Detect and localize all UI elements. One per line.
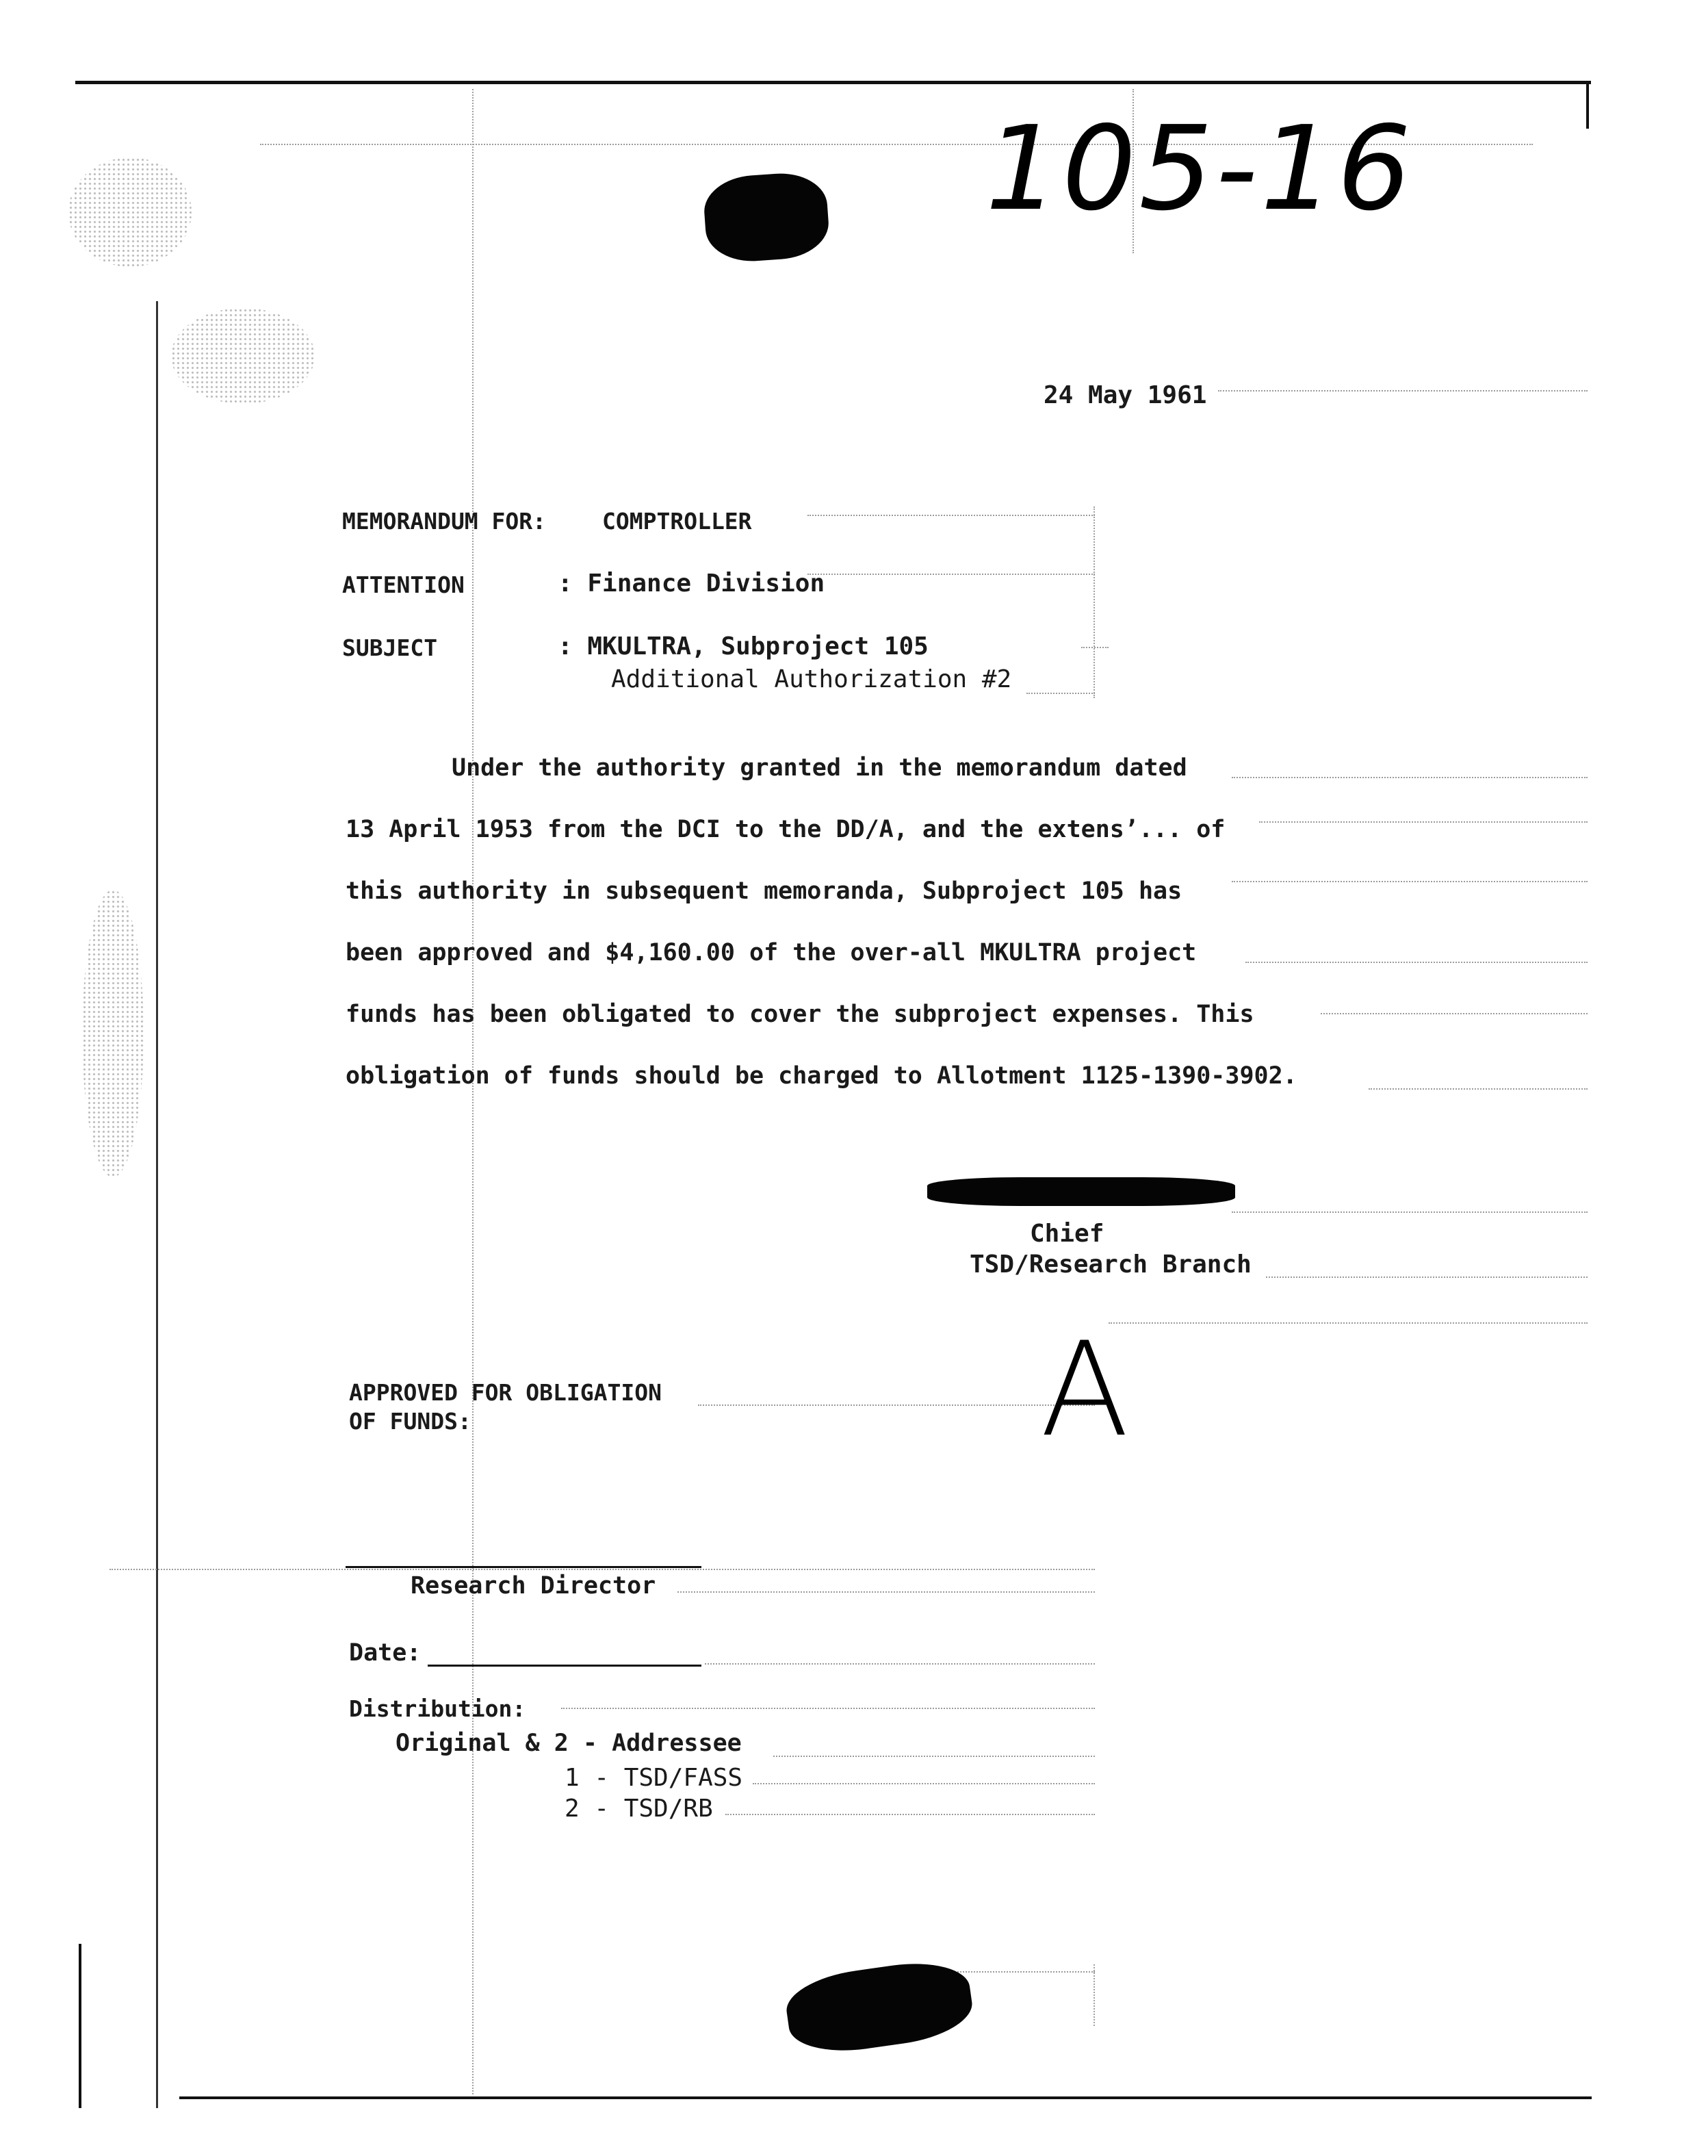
date-label: Date: [349, 1639, 422, 1667]
scan-artifact [1232, 881, 1588, 882]
scan-smudge [82, 890, 144, 1177]
scan-artifact [677, 1591, 1095, 1593]
approval-line2: OF FUNDS: [349, 1408, 471, 1435]
scan-artifact [1259, 821, 1588, 823]
scan-artifact [1026, 693, 1095, 694]
memorandum-for-value: COMPTROLLER [602, 508, 752, 535]
scan-artifact [807, 515, 1095, 516]
date-signature-line [428, 1665, 701, 1667]
handwritten-letter-mark: A [1040, 1314, 1129, 1465]
signature-title-chief: Chief [1030, 1220, 1104, 1248]
top-edge-line [75, 81, 1591, 84]
redaction-block-bottom [782, 1955, 976, 2059]
signature-title-branch: TSD/Research Branch [970, 1250, 1252, 1279]
distribution-item: 2 - TSD/RB [565, 1795, 713, 1823]
memorandum-for-label: MEMORANDUM FOR: [342, 508, 547, 535]
scan-artifact [753, 1783, 1095, 1784]
scan-artifact [1245, 962, 1588, 963]
distribution-item: Original & 2 - Addressee [396, 1730, 742, 1757]
scan-artifact [1321, 1013, 1588, 1014]
research-director-signature-line [346, 1566, 701, 1568]
scan-artifact [1369, 1088, 1588, 1090]
body-line: obligation of funds should be charged to Allotment 1125-1390-3902. [346, 1062, 1297, 1090]
subject-value: : MKULTRA, Subproject 105 [558, 632, 929, 660]
body-line: this authority in subsequent memoranda, Subproject 105 has [346, 877, 1182, 905]
bottom-edge-line [179, 2096, 1592, 2099]
attention-value: : Finance Division [558, 569, 825, 598]
scan-artifact [705, 1663, 1095, 1665]
scan-artifact [773, 1756, 1095, 1757]
attention-label: ATTENTION [342, 572, 465, 598]
scan-artifact [472, 89, 474, 2094]
redacted-signature-name [927, 1177, 1235, 1206]
scan-artifact [1109, 1322, 1588, 1324]
scan-artifact [807, 574, 1095, 575]
right-edge-mark [1586, 81, 1589, 129]
scan-artifact [944, 1971, 1095, 1973]
scan-artifact [561, 1708, 1095, 1709]
left-margin-line [156, 301, 158, 2108]
distribution-label: Distribution: [349, 1695, 526, 1722]
body-line: funds has been obligated to cover the subproject expenses. This [346, 1001, 1254, 1028]
scan-artifact [1232, 1211, 1588, 1213]
body-line: 13 April 1953 from the DCI to the DD/A, and the extens’... of [346, 816, 1226, 843]
subject-value-line2: Additional Authorization #2 [611, 665, 1012, 693]
scan-artifact [1081, 647, 1109, 648]
scan-artifact [698, 1404, 1095, 1406]
body-line: been approved and $4,160.00 of the over-all MKULTRA project [346, 939, 1197, 966]
scan-artifact [1094, 1964, 1095, 2026]
research-director-label: Research Director [411, 1572, 656, 1600]
memo-date: 24 May 1961 [1044, 381, 1207, 409]
scan-artifact [1232, 777, 1588, 778]
body-line: Under the authority granted in the memorandum dated [452, 754, 1187, 782]
left-binding-mark [79, 1944, 81, 2108]
scan-smudge [171, 308, 315, 404]
scan-artifact [1218, 390, 1588, 392]
approval-line1: APPROVED FOR OBLIGATION [349, 1379, 662, 1406]
handwritten-number: 105-16 [985, 101, 1414, 237]
scan-artifact [725, 1814, 1095, 1815]
redaction-block-top [702, 170, 831, 264]
scan-artifact [1094, 506, 1095, 698]
scan-smudge [68, 157, 192, 267]
scan-artifact [109, 1569, 1095, 1570]
scan-artifact [1266, 1276, 1588, 1278]
subject-label: SUBJECT [342, 634, 438, 661]
distribution-item: 1 - TSD/FASS [565, 1764, 743, 1792]
